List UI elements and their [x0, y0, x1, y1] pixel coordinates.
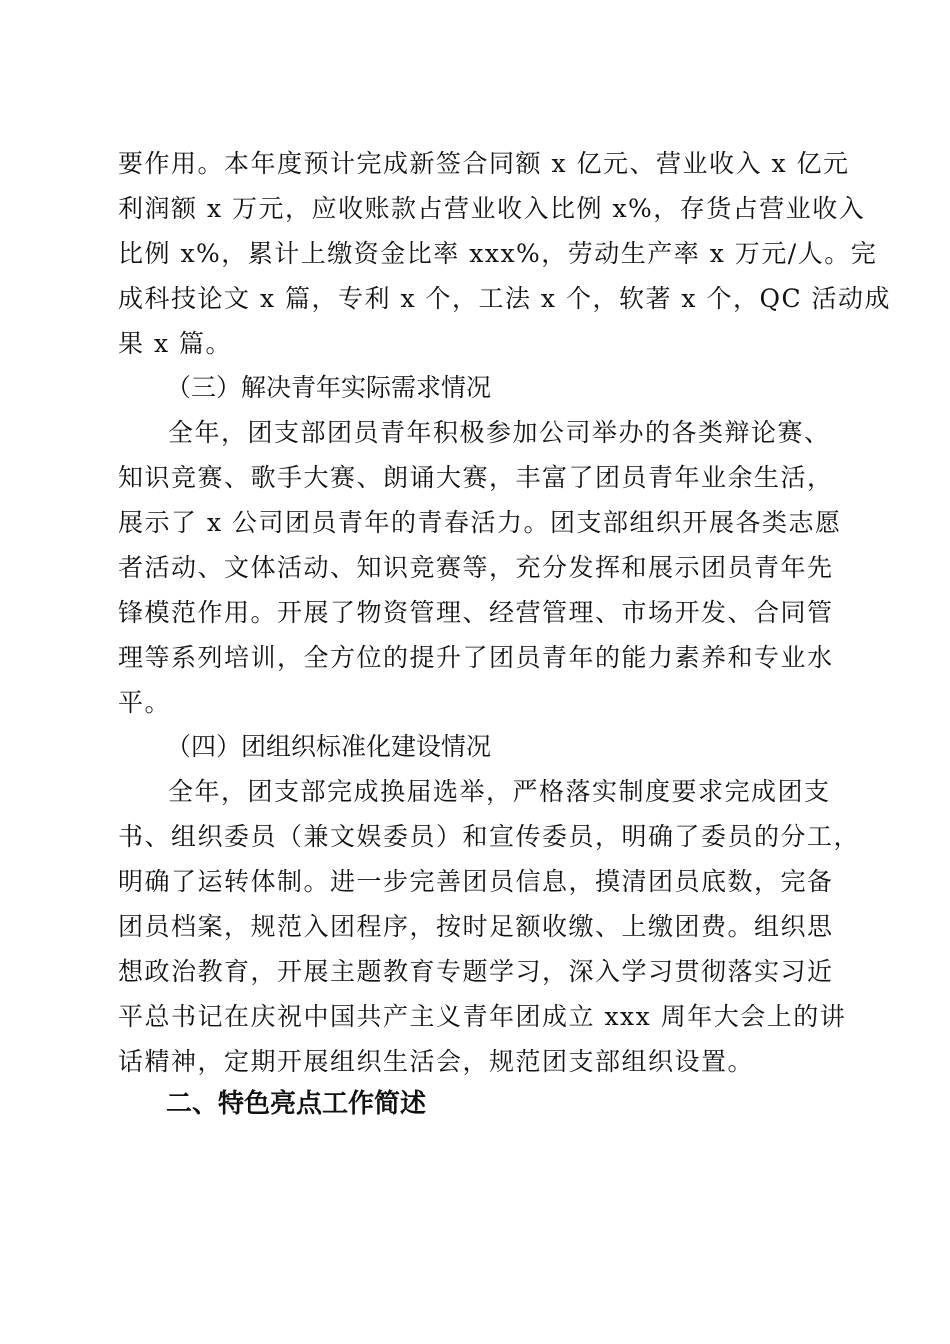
text-line: 全年，团支部完成换届选举，严格落实制度要求完成团支: [168, 777, 831, 806]
text-line: 成科技论文 x 篇，专利 x 个，工法 x 个，软著 x 个，QC 活动成: [118, 284, 892, 313]
paragraph-standardization: [118, 769, 861, 1084]
paragraph-youth-needs: [118, 410, 842, 725]
text-line: 明确了运转体制。进一步完善团员信息，摸清团员底数，完备: [118, 867, 834, 896]
text-line: 团员档案，规范入团程序，按时足额收缴、上缴团费。组织思: [118, 912, 834, 941]
text-line: 者活动、文体活动、知识竞赛等，充分发挥和展示团员青年先: [118, 553, 834, 582]
subheading-standardization: （四）团组织标准化建设情况: [166, 732, 492, 761]
text-line: 理等系列培训，全方位的提升了团员青年的能力素养和专业水: [118, 643, 834, 672]
text-line: 锋模范作用。开展了物资管理、经营管理、市场开发、合同管: [118, 598, 834, 627]
text-line: 话精神，定期开展组织生活会，规范团支部组织设置。: [118, 1047, 755, 1076]
text-line: 书、组织委员（兼文娱委员）和宣传委员，明确了委员的分工，: [118, 822, 861, 851]
text-line: 展示了 x 公司团员青年的青春活力。团支部组织开展各类志愿: [118, 508, 842, 537]
text-line: 知识竞赛、歌手大赛、朗诵大赛，丰富了团员青年业余生活，: [118, 463, 834, 492]
text-line: 利润额 x 万元，应收账款占营业收入比例 x%，存货占营业收入: [118, 194, 866, 223]
text-line: 比例 x%，累计上缴资金比率 xxx%，劳动生产率 x 万元/人。完: [118, 239, 878, 268]
subheading-youth-needs: （三）解决青年实际需求情况: [166, 373, 492, 402]
paragraph-performance-results: [118, 141, 892, 366]
text-line: 果 x 篇。: [118, 329, 232, 358]
section-title-highlights: 二、特色亮点工作简述: [166, 1089, 427, 1119]
text-line: 想政治教育，开展主题教育专题学习，深入学习贯彻落实习近: [118, 957, 834, 986]
text-line: 要作用。本年度预计完成新签合同额 x 亿元、营业收入 x 亿元: [118, 149, 850, 178]
text-line: 平总书记在庆祝中国共产主义青年团成立 xxx 周年大会上的讲: [118, 1002, 847, 1031]
text-line: 平。: [118, 688, 172, 717]
text-line: 全年，团支部团员青年积极参加公司举办的各类辩论赛、: [168, 418, 831, 447]
